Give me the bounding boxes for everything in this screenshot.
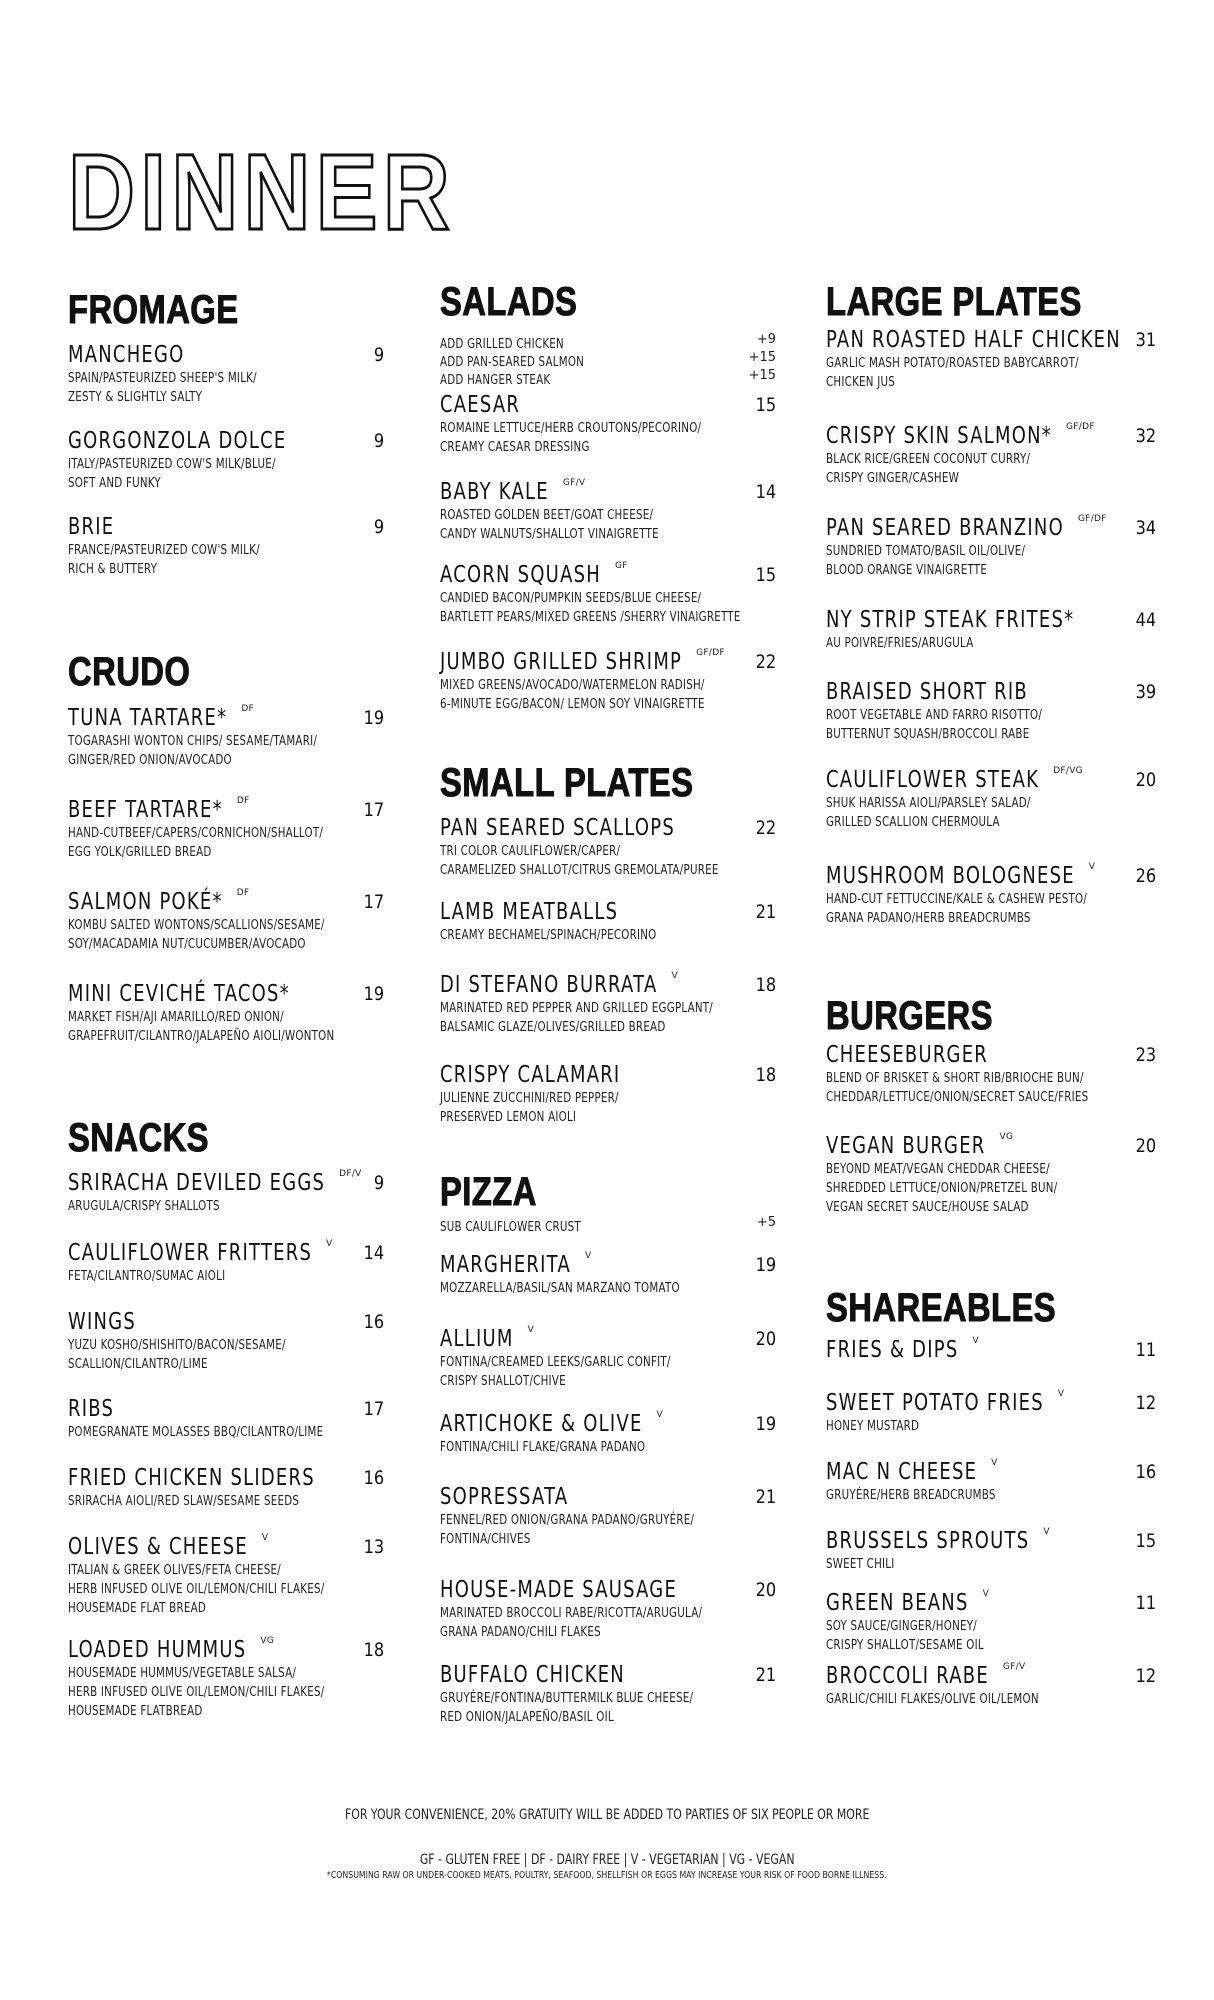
menu-item bbox=[826, 1527, 1156, 1574]
section-title: SMALL PLATES bbox=[440, 761, 694, 805]
item-name: GORGONZOLA DOLCE bbox=[68, 428, 287, 454]
item-description: SHREDDED LETTUCE/ONION/PRETZEL BUN/ bbox=[826, 1181, 1058, 1196]
item-name: MANCHEGO bbox=[68, 342, 185, 368]
item-description: JULIENNE ZUCCHINI/RED PEPPER/ bbox=[440, 1091, 619, 1106]
item-name: FRIED CHICKEN SLIDERS bbox=[68, 1465, 315, 1491]
menu-item bbox=[826, 678, 1156, 744]
item-description: ARUGULA/CRISPY SHALLOTS bbox=[68, 1199, 220, 1214]
dietary-tag: V bbox=[972, 1336, 979, 1346]
item-price: 14 bbox=[363, 1242, 384, 1264]
menu-title: DINNER bbox=[68, 131, 456, 252]
dietary-tag: DF bbox=[241, 704, 255, 714]
menu-item bbox=[440, 1410, 776, 1457]
dietary-tag: V bbox=[671, 971, 678, 981]
dietary-tag: DF bbox=[236, 796, 250, 806]
item-description: ITALY/PASTEURIZED COW'S MILK/BLUE/ bbox=[68, 457, 276, 472]
item-name: WINGS bbox=[68, 1309, 136, 1335]
gratuity-note bbox=[0, 1807, 1214, 1823]
item-name: SOPRESSATA bbox=[440, 1484, 569, 1510]
menu-item bbox=[68, 341, 384, 407]
item-description: KOMBU SALTED WONTONS/SCALLIONS/SESAME/ bbox=[68, 918, 325, 933]
menu-item bbox=[68, 513, 384, 579]
section-title: SALADS bbox=[440, 280, 578, 324]
section-title: BURGERS bbox=[826, 994, 993, 1038]
menu-item bbox=[68, 1464, 384, 1511]
menu-item bbox=[68, 1533, 384, 1618]
item-description: CANDIED BACON/PUMPKIN SEEDS/BLUE CHEESE/ bbox=[440, 591, 702, 606]
item-name: CHEESEBURGER bbox=[826, 1042, 988, 1068]
section-title: CRUDO bbox=[68, 650, 191, 694]
menu-item bbox=[440, 814, 776, 880]
dietary-tag: V bbox=[991, 1458, 998, 1468]
item-description: MIXED GREENS/AVOCADO/WATERMELON RADISH/ bbox=[440, 678, 705, 693]
item-price: 39 bbox=[1135, 681, 1156, 703]
menu-item bbox=[440, 1483, 776, 1549]
item-name: BROCCOLI RABE bbox=[826, 1663, 989, 1689]
item-name: MUSHROOM BOLOGNESE bbox=[826, 863, 1075, 889]
item-description: MOZZARELLA/BASIL/SAN MARZANO TOMATO bbox=[440, 1281, 680, 1296]
item-name: DI STEFANO BURRATA bbox=[440, 972, 658, 998]
item-name: LOADED HUMMUS bbox=[68, 1637, 247, 1663]
item-name: BRIE bbox=[68, 514, 115, 540]
item-price: 22 bbox=[755, 817, 776, 839]
item-description: VEGAN SECRET SAUCE/HOUSE SALAD bbox=[826, 1200, 1029, 1215]
item-description: TRI COLOR CAULIFLOWER/CAPER/ bbox=[440, 844, 621, 859]
item-description: BLOOD ORANGE VINAIGRETTE bbox=[826, 563, 988, 578]
item-name: SALMON POKÉ* bbox=[68, 889, 223, 915]
item-description: GRAPEFRUIT/CILANTRO/JALAPEÑO AIOLI/WONTON bbox=[68, 1029, 335, 1044]
item-description: HERB INFUSED OLIVE OIL/LEMON/CHILI FLAKES/ bbox=[68, 1582, 325, 1597]
addon-option bbox=[440, 350, 776, 371]
item-description: SUNDRIED TOMATO/BASIL OIL/OLIVE/ bbox=[826, 544, 1026, 559]
item-description: RICH & BUTTERY bbox=[68, 562, 158, 577]
item-price: 32 bbox=[1135, 425, 1156, 447]
menu-item bbox=[68, 888, 384, 954]
menu-item bbox=[68, 704, 384, 770]
item-description: CREAMY BECHAMEL/SPINACH/PECORINO bbox=[440, 928, 657, 943]
item-description: BEYOND MEAT/VEGAN CHEDDAR CHEESE/ bbox=[826, 1162, 1050, 1177]
item-description: GRANA PADANO/HERB BREADCRUMBS bbox=[826, 911, 1031, 926]
item-price: 19 bbox=[363, 707, 384, 729]
food-safety-warning bbox=[0, 1870, 1214, 1881]
item-name: CAULIFLOWER STEAK bbox=[826, 767, 1040, 793]
addon-price: +9 bbox=[756, 332, 776, 347]
menu-item bbox=[826, 606, 1156, 653]
menu-item bbox=[826, 422, 1156, 488]
item-name: MINI CEVICHÉ TACOS* bbox=[68, 981, 290, 1007]
menu-item bbox=[440, 1661, 776, 1727]
item-price: 11 bbox=[1135, 1339, 1156, 1361]
item-description: RED ONION/JALAPEÑO/BASIL OIL bbox=[440, 1710, 614, 1725]
item-description: SWEET CHILI bbox=[826, 1557, 895, 1572]
item-name: CRISPY SKIN SALMON* bbox=[826, 423, 1053, 449]
dietary-tag: V bbox=[1043, 1527, 1050, 1537]
item-price: 14 bbox=[755, 481, 776, 503]
item-description: BLEND OF BRISKET & SHORT RIB/BRIOCHE BUN/ bbox=[826, 1071, 1084, 1086]
section-snacks bbox=[68, 1118, 384, 1158]
section-fromage bbox=[68, 290, 384, 330]
item-description: TOGARASHI WONTON CHIPS/ SESAME/TAMARI/ bbox=[68, 734, 318, 749]
item-price: 21 bbox=[755, 1664, 776, 1686]
dietary-tag: V bbox=[1057, 1389, 1065, 1399]
item-description: SPAIN/PASTEURIZED SHEEP'S MILK/ bbox=[68, 371, 257, 386]
item-description: ITALIAN & GREEK OLIVES/FETA CHEESE/ bbox=[68, 1563, 281, 1578]
menu-item bbox=[826, 514, 1156, 580]
dietary-tag: GF/V bbox=[1002, 1662, 1026, 1672]
item-price: 15 bbox=[755, 394, 776, 416]
menu-item bbox=[68, 1636, 384, 1721]
addon-price: +15 bbox=[748, 368, 776, 383]
item-description: GARLIC/CHILI FLAKES/OLIVE OIL/LEMON bbox=[826, 1692, 1039, 1707]
item-description: YUZU KOSHO/SHISHITO/BACON/SESAME/ bbox=[68, 1338, 286, 1353]
menu-item bbox=[68, 980, 384, 1046]
section-burgers bbox=[826, 996, 1156, 1036]
item-description: MARKET FISH/AJI AMARILLO/RED ONION/ bbox=[68, 1010, 284, 1025]
item-name: SRIRACHA DEVILED EGGS bbox=[68, 1170, 326, 1196]
dietary-tag: DF/V bbox=[339, 1169, 362, 1179]
dietary-tag: V bbox=[527, 1325, 535, 1335]
menu-item bbox=[440, 1325, 776, 1391]
item-name: MAC N CHEESE bbox=[826, 1459, 978, 1485]
addon-price: +5 bbox=[756, 1215, 776, 1230]
warning-text: *CONSUMING RAW OR UNDER-COOKED MEATS, POULTRY, SEAFOOD, SHELLFISH OR EGGS MAY INCREASE YOUR RISK OF FOOD BORNE ILLNESS. bbox=[327, 1870, 887, 1881]
item-price: 26 bbox=[1135, 865, 1156, 887]
menu-item bbox=[826, 1589, 1156, 1655]
item-name: SWEET POTATO FRIES bbox=[826, 1390, 1044, 1416]
item-description: CHICKEN JUS bbox=[826, 375, 896, 390]
dietary-tag: V bbox=[982, 1589, 990, 1599]
item-price: 21 bbox=[755, 901, 776, 923]
item-name: BUFFALO CHICKEN bbox=[440, 1662, 625, 1688]
item-price: 15 bbox=[755, 564, 776, 586]
section-small-plates bbox=[440, 763, 776, 803]
item-description: CARAMELIZED SHALLOT/CITRUS GREMOLATA/PUREE bbox=[440, 863, 719, 878]
addon-option bbox=[440, 1215, 776, 1236]
menu-item bbox=[826, 1389, 1156, 1436]
legend-text: GF - GLUTEN FREE | DF - DAIRY FREE | V - VEGETARIAN | VG - VEGAN bbox=[419, 1852, 795, 1868]
addon-label: ADD HANGER STEAK bbox=[440, 373, 551, 388]
menu-item bbox=[68, 1239, 384, 1286]
item-description: HOUSEMADE HUMMUS/VEGETABLE SALSA/ bbox=[68, 1666, 297, 1681]
item-name: LAMB MEATBALLS bbox=[440, 899, 619, 925]
addon-option bbox=[440, 368, 776, 389]
menu-item bbox=[826, 766, 1156, 832]
gratuity-text: FOR YOUR CONVENIENCE, 20% GRATUITY WILL BE ADDED TO PARTIES OF SIX PEOPLE OR MORE bbox=[344, 1807, 870, 1823]
item-description: CANDY WALNUTS/SHALLOT VINAIGRETTE bbox=[440, 527, 659, 542]
item-price: 12 bbox=[1135, 1392, 1156, 1414]
item-price: 15 bbox=[1135, 1530, 1156, 1552]
item-name: BRAISED SHORT RIB bbox=[826, 679, 1028, 705]
item-name: GREEN BEANS bbox=[826, 1590, 969, 1616]
item-price: 9 bbox=[373, 516, 384, 538]
item-description: SOY/MACADAMIA NUT/CUCUMBER/AVOCADO bbox=[68, 937, 306, 952]
item-name: OLIVES & CHEESE bbox=[68, 1534, 248, 1560]
item-price: 31 bbox=[1135, 329, 1156, 351]
item-description: FETA/CILANTRO/SUMAC AIOLI bbox=[68, 1269, 226, 1284]
item-name: ARTICHOKE & OLIVE bbox=[440, 1411, 643, 1437]
section-pizza bbox=[440, 1172, 776, 1212]
item-description: GRILLED SCALLION CHERMOULA bbox=[826, 815, 1000, 830]
menu-item bbox=[826, 1662, 1156, 1709]
dietary-tag: V bbox=[1088, 862, 1096, 872]
item-price: 17 bbox=[363, 891, 384, 913]
menu-item bbox=[826, 1132, 1156, 1217]
menu-item bbox=[826, 326, 1156, 392]
item-description: CRISPY SHALLOT/SESAME OIL bbox=[826, 1638, 984, 1653]
item-description: CREAMY CAESAR DRESSING bbox=[440, 440, 590, 455]
item-price: 17 bbox=[363, 1398, 384, 1420]
item-price: 20 bbox=[755, 1328, 776, 1350]
menu-item bbox=[68, 1169, 384, 1216]
item-description: GRUYÉRE/FONTINA/BUTTERMILK BLUE CHEESE/ bbox=[440, 1691, 694, 1706]
item-description: HOUSEMADE FLAT BREAD bbox=[68, 1601, 207, 1616]
item-description: GINGER/RED ONION/AVOCADO bbox=[68, 753, 232, 768]
section-title: FROMAGE bbox=[68, 288, 239, 332]
item-description: MARINATED BROCCOLI RABE/RICOTTA/ARUGULA/ bbox=[440, 1606, 703, 1621]
item-description: CRISPY GINGER/CASHEW bbox=[826, 471, 960, 486]
item-description: GRUYÉRE/HERB BREADCRUMBS bbox=[826, 1488, 996, 1503]
item-name: FRIES & DIPS bbox=[826, 1337, 959, 1363]
dietary-tag: V bbox=[585, 1251, 592, 1261]
item-price: 19 bbox=[363, 983, 384, 1005]
item-description: SRIRACHA AIOLI/RED SLAW/SESAME SEEDS bbox=[68, 1494, 300, 1509]
item-description: GARLIC MASH POTATO/ROASTED BABYCARROT/ bbox=[826, 356, 1079, 371]
section-large-plates bbox=[826, 282, 1156, 322]
menu-item bbox=[440, 971, 776, 1037]
dietary-legend bbox=[0, 1852, 1214, 1868]
item-name: BABY KALE bbox=[440, 479, 549, 505]
item-price: 9 bbox=[373, 430, 384, 452]
section-title: SHAREABLES bbox=[826, 1286, 1057, 1330]
dietary-tag: V bbox=[261, 1533, 269, 1543]
item-name: CAULIFLOWER FRITTERS bbox=[68, 1240, 313, 1266]
menu-item bbox=[440, 1061, 776, 1127]
dietary-tag: DF/VG bbox=[1053, 766, 1083, 776]
item-price: 20 bbox=[1135, 1135, 1156, 1157]
item-price: 17 bbox=[363, 799, 384, 821]
section-crudo bbox=[68, 652, 384, 692]
section-title: LARGE PLATES bbox=[826, 280, 1082, 324]
item-name: JUMBO GRILLED SHRIMP bbox=[440, 649, 683, 675]
item-description: FONTINA/CREAMED LEEKS/GARLIC CONFIT/ bbox=[440, 1355, 671, 1370]
item-name: RIBS bbox=[68, 1396, 115, 1422]
item-name: BRUSSELS SPROUTS bbox=[826, 1528, 1030, 1554]
item-name: ACORN SQUASH bbox=[440, 562, 601, 588]
section-salads bbox=[440, 282, 776, 322]
item-name: BEEF TARTARE* bbox=[68, 797, 223, 823]
item-description: HONEY MUSTARD bbox=[826, 1419, 920, 1434]
item-name: PAN SEARED SCALLOPS bbox=[440, 815, 675, 841]
item-price: 9 bbox=[373, 1172, 384, 1194]
item-price: 9 bbox=[373, 344, 384, 366]
item-name: TUNA TARTARE* bbox=[68, 705, 228, 731]
item-description: EGG YOLK/GRILLED BREAD bbox=[68, 845, 212, 860]
menu-item bbox=[440, 1251, 776, 1298]
dietary-tag: GF/DF bbox=[1066, 422, 1095, 432]
item-price: 34 bbox=[1135, 517, 1156, 539]
item-description: HOUSEMADE FLATBREAD bbox=[68, 1704, 203, 1719]
addon-price: +15 bbox=[748, 350, 776, 365]
item-description: CRISPY SHALLOT/CHIVE bbox=[440, 1374, 566, 1389]
item-description: GRANA PADANO/CHILI FLAKES bbox=[440, 1625, 601, 1640]
menu-item bbox=[826, 1041, 1156, 1107]
dietary-tag: V bbox=[656, 1410, 663, 1420]
item-price: 18 bbox=[755, 1064, 776, 1086]
item-description: HAND-CUTBEEF/CAPERS/CORNICHON/SHALLOT/ bbox=[68, 826, 324, 841]
item-price: 11 bbox=[1135, 1592, 1156, 1614]
dietary-tag: V bbox=[326, 1239, 333, 1249]
item-description: ZESTY & SLIGHTLY SALTY bbox=[68, 390, 203, 405]
menu-item bbox=[440, 478, 776, 544]
dietary-tag: DF bbox=[236, 888, 250, 898]
item-name: MARGHERITA bbox=[440, 1252, 572, 1278]
item-price: 19 bbox=[755, 1254, 776, 1276]
section-title: SNACKS bbox=[68, 1116, 209, 1160]
item-description: MARINATED RED PEPPER AND GRILLED EGGPLANT/ bbox=[440, 1001, 714, 1016]
dietary-tag: GF/V bbox=[562, 478, 586, 488]
item-name: PAN ROASTED HALF CHICKEN bbox=[826, 327, 1121, 353]
item-name: HOUSE-MADE SAUSAGE bbox=[440, 1577, 678, 1603]
item-price: 22 bbox=[755, 651, 776, 673]
item-name: CAESAR bbox=[440, 392, 521, 418]
item-description: ROOT VEGETABLE AND FARRO RISOTTO/ bbox=[826, 708, 1043, 723]
menu-item bbox=[68, 796, 384, 862]
item-price: 44 bbox=[1135, 609, 1156, 631]
dietary-tag: GF/DF bbox=[696, 648, 725, 658]
item-price: 19 bbox=[755, 1413, 776, 1435]
item-description: BARTLETT PEARS/MIXED GREENS /SHERRY VINAIGRETTE bbox=[440, 610, 741, 625]
menu-item bbox=[440, 561, 776, 627]
menu-item bbox=[826, 1458, 1156, 1505]
item-description: FONTINA/CHIVES bbox=[440, 1532, 531, 1547]
item-price: 16 bbox=[1135, 1461, 1156, 1483]
item-description: ROMAINE LETTUCE/HERB CROUTONS/PECORINO/ bbox=[440, 421, 702, 436]
menu-item bbox=[440, 898, 776, 945]
item-description: FRANCE/PASTEURIZED COW'S MILK/ bbox=[68, 543, 260, 558]
item-description: SOFT AND FUNKY bbox=[68, 476, 161, 491]
item-price: 18 bbox=[363, 1639, 384, 1661]
item-name: ALLIUM bbox=[440, 1326, 514, 1352]
item-price: 18 bbox=[755, 974, 776, 996]
menu-item bbox=[440, 1576, 776, 1642]
menu-item bbox=[68, 1308, 384, 1374]
item-description: FONTINA/CHILI FLAKE/GRANA PADANO bbox=[440, 1440, 646, 1455]
item-price: 12 bbox=[1135, 1665, 1156, 1687]
dietary-tag: VG bbox=[999, 1132, 1014, 1142]
item-description: SOY SAUCE/GINGER/HONEY/ bbox=[826, 1619, 977, 1634]
item-description: 6-MINUTE EGG/BACON/ LEMON SOY VINAIGRETTE bbox=[440, 697, 705, 712]
menu-item bbox=[826, 1336, 1156, 1364]
item-price: 23 bbox=[1135, 1044, 1156, 1066]
addon-label: ADD PAN-SEARED SALMON bbox=[440, 355, 585, 370]
dietary-tag: GF bbox=[614, 561, 628, 571]
item-description: FENNEL/RED ONION/GRANA PADANO/GRUYÉRE/ bbox=[440, 1513, 695, 1528]
item-description: CHEDDAR/LETTUCE/ONION/SECRET SAUCE/FRIES bbox=[826, 1090, 1089, 1105]
item-price: 16 bbox=[363, 1467, 384, 1489]
addon-option bbox=[440, 332, 776, 353]
menu-item bbox=[68, 427, 384, 493]
item-description: SCALLION/CILANTRO/LIME bbox=[68, 1357, 208, 1372]
item-name: VEGAN BURGER bbox=[826, 1133, 986, 1159]
section-title: PIZZA bbox=[440, 1170, 537, 1214]
item-description: ROASTED GOLDEN BEET/GOAT CHEESE/ bbox=[440, 508, 654, 523]
item-description: BUTTERNUT SQUASH/BROCCOLI RABE bbox=[826, 727, 1030, 742]
item-description: SHUK HARISSA AIOLI/PARSLEY SALAD/ bbox=[826, 796, 1031, 811]
dietary-tag: GF/DF bbox=[1077, 514, 1107, 524]
item-description: HAND-CUT FETTUCCINE/KALE & CASHEW PESTO/ bbox=[826, 892, 1088, 907]
section-shareables bbox=[826, 1288, 1156, 1328]
item-description: HERB INFUSED OLIVE OIL/LEMON/CHILI FLAKES/ bbox=[68, 1685, 325, 1700]
menu-item bbox=[826, 862, 1156, 928]
item-description: BLACK RICE/GREEN COCONUT CURRY/ bbox=[826, 452, 1031, 467]
item-description: AU POIVRE/FRIES/ARUGULA bbox=[826, 636, 974, 651]
menu-item bbox=[440, 648, 776, 714]
item-price: 20 bbox=[1135, 769, 1156, 791]
addon-label: ADD GRILLED CHICKEN bbox=[440, 337, 564, 352]
item-description: POMEGRANATE MOLASSES BBQ/CILANTRO/LIME bbox=[68, 1425, 324, 1440]
item-name: NY STRIP STEAK FRITES* bbox=[826, 607, 1075, 633]
item-name: PAN SEARED BRANZINO bbox=[826, 515, 1064, 541]
dietary-tag: VG bbox=[260, 1636, 275, 1646]
item-price: 13 bbox=[363, 1536, 384, 1558]
menu-item bbox=[68, 1395, 384, 1442]
item-price: 21 bbox=[755, 1486, 776, 1508]
item-name: CRISPY CALAMARI bbox=[440, 1062, 621, 1088]
item-description: PRESERVED LEMON AIOLI bbox=[440, 1110, 577, 1125]
menu-item bbox=[440, 391, 776, 457]
item-description: BALSAMIC GLAZE/OLIVES/GRILLED BREAD bbox=[440, 1020, 666, 1035]
addon-label: SUB CAULIFLOWER CRUST bbox=[440, 1220, 581, 1235]
item-price: 20 bbox=[755, 1579, 776, 1601]
item-price: 16 bbox=[363, 1311, 384, 1333]
